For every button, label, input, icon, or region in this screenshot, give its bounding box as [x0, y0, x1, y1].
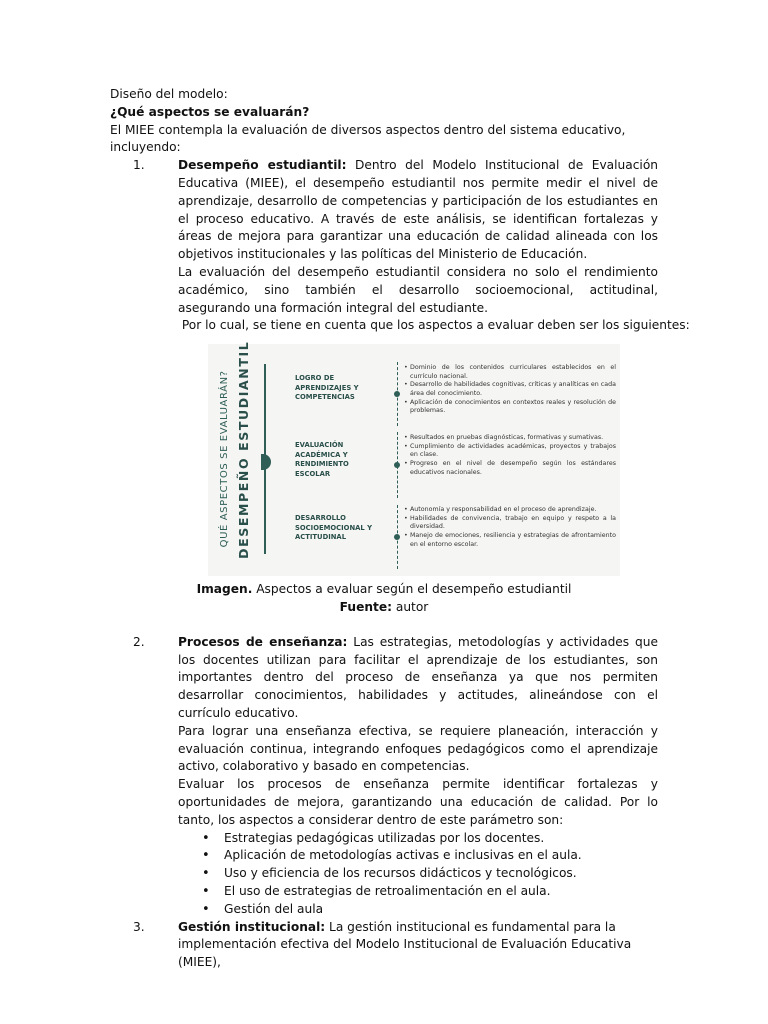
- section-1-paragraph-1: [178, 157, 658, 264]
- caption-image-label: Imagen.: [196, 582, 253, 597]
- figure-category-1: LOGRO DE APRENDIZAJES Y COMPETENCIAS: [295, 374, 359, 402]
- section-3-title: Gestión institucional:: [178, 919, 326, 934]
- section-1-number: 1.: [133, 158, 145, 173]
- heading: Diseño del modelo:: [110, 87, 228, 101]
- figure-category-1-item: • Aplicación de conocimientos en contextos reales y resolución de problemas.: [404, 399, 616, 416]
- section-3: [110, 919, 658, 972]
- figure-category-1-item: • Dominio de los contenidos curriculares establecidos en el currículo nacional.: [404, 364, 616, 381]
- section-3-text: La gestión institucional es fundamental para la implementación efectiva del Modelo Institucional de Evaluación Educativa (MIEE),: [178, 919, 632, 970]
- figure-line-marker: [261, 454, 271, 470]
- figure-category-3-item: • Habilidades de convivencia, trabajo en equipo y respeto a la diversidad.: [404, 515, 616, 532]
- document-content: [110, 86, 690, 972]
- bullet-item: • Uso y eficiencia de los recursos didácticos y tecnológicos.: [202, 865, 658, 883]
- section-2-paragraph-1: [178, 634, 658, 723]
- caption-source-line: [110, 599, 658, 617]
- figure-category-3-item: • Autonomía y responsabilidad en el proceso de aprendizaje.: [404, 506, 616, 515]
- section-2-paragraph-3: Evaluar los procesos de enseñanza permite identificar fortalezas y oportunidades de mejora, garantizando una educación de calidad. Por lo tanto, los aspectos a considerar dentro de este parámetro son:: [178, 777, 658, 827]
- figure-vertical-title-main: DESEMPEÑO ESTUDIANTIL: [236, 340, 252, 560]
- figure-category-2-items: [404, 434, 616, 477]
- section-1: [110, 157, 690, 335]
- figure-vertical-title-question: QUÉ ASPECTOS SE EVALUARÁN?: [219, 370, 231, 548]
- section-2: [110, 634, 658, 919]
- figure-category-3-item: • Manejo de emociones, resiliencia y estrategias de afrontamiento en el entorno escolar.: [404, 532, 616, 549]
- section-2-bullet-list: [178, 830, 658, 919]
- caption-source-label: Fuente:: [339, 599, 392, 614]
- section-2-number: 2.: [133, 634, 145, 649]
- section-2-title: Procesos de enseñanza:: [178, 634, 348, 649]
- question-text: ¿Qué aspectos se evaluarán?: [110, 104, 310, 119]
- bullet-item: • Estrategias pedagógicas utilizadas por los docentes.: [202, 830, 658, 848]
- figure-category-1-items: [404, 364, 616, 416]
- section-3-paragraph-1: [178, 919, 658, 972]
- bullet-item: • Gestión del aula: [202, 901, 658, 919]
- figure-category-2-item: • Cumplimiento de actividades académicas, proyectos y trabajos en clase.: [404, 443, 616, 460]
- bullet-item: • Aplicación de metodologías activas e inclusivas en el aula.: [202, 847, 658, 865]
- figure-category-3-items: [404, 506, 616, 549]
- figure-category-3: DESARROLLO SOCIOEMOCIONAL Y ACTITUDINAL: [295, 514, 373, 542]
- infographic-figure: [208, 340, 620, 576]
- caption-image-text: Aspectos a evaluar según el desempeño estudiantil: [252, 582, 572, 597]
- section-1-paragraph-2: La evaluación del desempeño estudiantil considera no solo el rendimiento académico, sino también el desarrollo socioemocional, actitudinal, asegurando una formación integral del estudiante.: [178, 264, 658, 315]
- figure-category-2-item: • Resultados en pruebas diagnósticas, formativas y sumativas.: [404, 434, 616, 443]
- section-1-text: Dentro del Modelo Institucional de Evaluación Educativa (MIEE), el desempeño estudiantil nos permite medir el nivel de aprendizaje, desarrollo de competencias y participación de los estudiantes en el proceso educativo. A través de este análisis, se identifican fortalezas y áreas de mejora para garantizar una educación de calidad alineada con los objetivos institucionales y las políticas del Ministerio de Educación.: [178, 158, 658, 262]
- figure-category-2-item: • Progreso en el nivel de desempeño según los estándares educativos nacionales.: [404, 460, 616, 477]
- intro-paragraph: El MIEE contempla la evaluación de diversos aspectos dentro del sistema educativo, incluyendo:: [110, 122, 626, 155]
- caption-image-line: [110, 581, 658, 599]
- spacer: [110, 617, 658, 634]
- figure-category-1-item: • Desarrollo de habilidades cognitivas, críticas y analíticas en cada área del conocimiento.: [404, 381, 616, 398]
- section-1-title: Desempeño estudiantil:: [178, 158, 347, 173]
- section-1-paragraph-3: Por lo cual, se tiene en cuenta que los aspectos a evaluar deben ser los siguientes:: [178, 318, 690, 333]
- question-heading: [110, 104, 658, 122]
- section-2-text: Las estrategias, metodologías y actividades que los docentes utilizan para facilitar el aprendizaje de los estudiantes, son importantes dentro del proceso de enseñanza ya que nos permiten desarrollar conocimientos, habilidades y actitudes, alineándose con el currículo educativo.: [178, 634, 658, 720]
- figure-category-2: EVALUACIÓN ACADÉMICA Y RENDIMIENTO ESCOLAR: [295, 441, 349, 478]
- section-2-paragraph-2: Para lograr una enseñanza efectiva, se requiere planeación, interacción y evaluación continua, integrando enfoques pedagógicos como el aprendizaje activo, colaborativo y basado en competencias.: [178, 723, 658, 774]
- caption-source-text: autor: [391, 599, 429, 614]
- section-3-number: 3.: [133, 919, 145, 934]
- bullet-item: • El uso de estrategias de retroalimentación en el aula.: [202, 883, 658, 901]
- figure-caption: [110, 581, 658, 617]
